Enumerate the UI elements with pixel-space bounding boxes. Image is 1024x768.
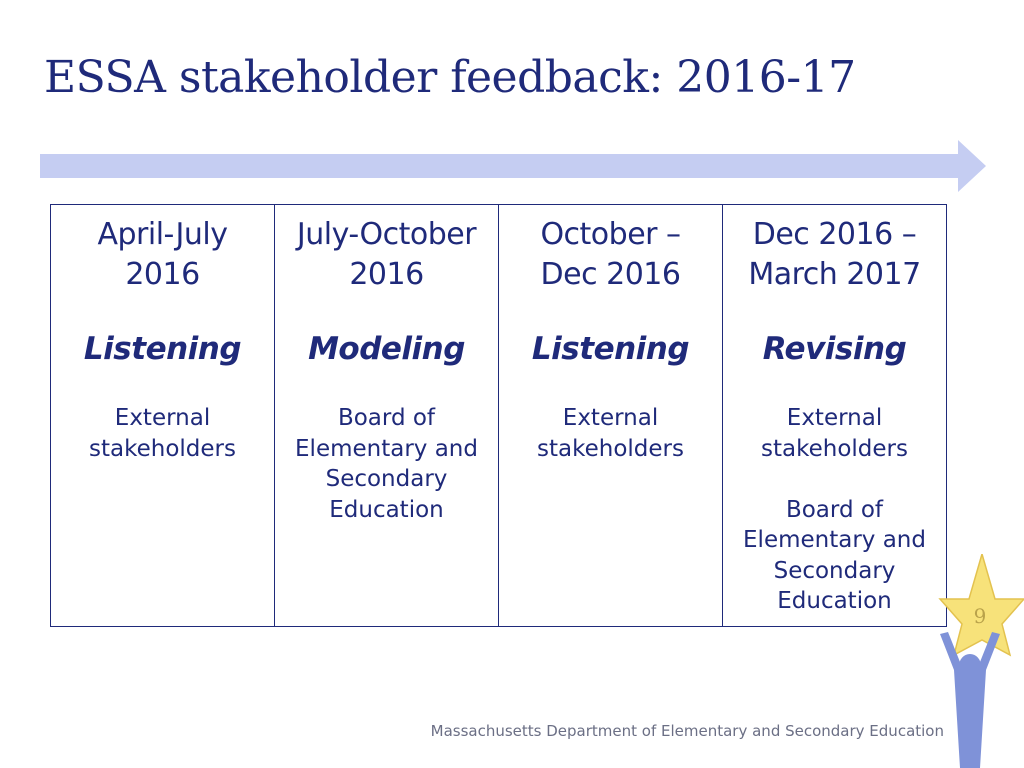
audience-label: External stakeholders xyxy=(537,405,684,462)
timeline-arrow-icon xyxy=(40,140,986,192)
phase-label: Revising xyxy=(762,331,907,367)
timeline-column xyxy=(723,205,947,627)
phase-label: Listening xyxy=(531,331,690,367)
page-number: 9 xyxy=(973,604,987,628)
footer-text: Massachusetts Department of Elementary and Secondary Education xyxy=(430,722,944,740)
period-label: April-July 2016 xyxy=(97,217,228,292)
period-label: July-October 2016 xyxy=(296,217,477,292)
phase-label: Listening xyxy=(83,331,242,367)
audience-label: External stakeholders Board of Elementary and Secondary Education xyxy=(743,405,926,614)
timeline-table xyxy=(50,204,947,627)
audience-label: Board of Elementary and Secondary Education xyxy=(295,405,478,523)
timeline-column xyxy=(275,205,499,627)
period-label: October – Dec 2016 xyxy=(540,217,681,292)
timeline-row xyxy=(51,205,947,627)
period-label: Dec 2016 – March 2017 xyxy=(748,217,921,292)
phase-label: Modeling xyxy=(308,331,465,367)
page-title: ESSA stakeholder feedback: 2016-17 xyxy=(44,52,856,103)
timeline-column xyxy=(51,205,275,627)
timeline-column xyxy=(499,205,723,627)
audience-label: External stakeholders xyxy=(89,405,236,462)
